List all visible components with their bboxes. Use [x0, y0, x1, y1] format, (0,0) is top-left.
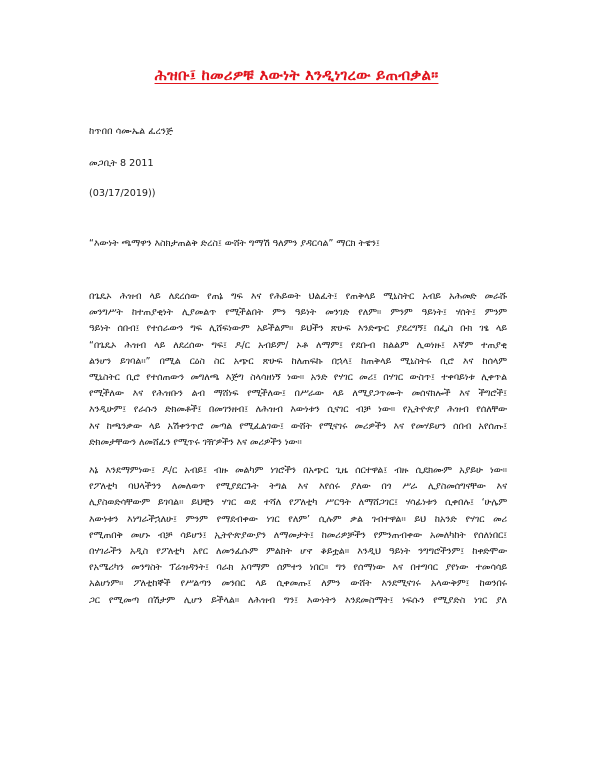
paragraph-2-line: አልሆነም። ፖለቲከኞች የሥልጣን መንበር ላይ ሲቀመጡ፤ ለምን ውሸት እንደሚናገሩ አላውቅም፤ ከወንበሩ [89, 578, 507, 590]
paragraph-1-line: የሚችለው እና የሕዝቡን ልብ ማሸነፍ የሚችለው፤ በሥራው ላይ ለሚያጋጥሙት መሰናክሎች እና ችግሮች፤ [89, 388, 507, 400]
paragraph-2-line: የፖለቲካ ባህላችንን ለመለወጥ የሚያደርጉት ትግል እና እየሰሩ ያለው በጎ ሥራ ሊያስመሰግናቸው እና [89, 481, 507, 493]
document-title: ሕዝቡ፤ ከመሪዎቹ እውነት እንዲነገረው ይጠብቃል። [154, 66, 439, 84]
paragraph-2 [89, 463, 507, 609]
paragraph-2-line: ሊያስወድሳቸውም ይገባል። ይህቺን ሃገር ወደ ተሻለ የፖለቲካ ሥርዓት ለማሸጋገር፤ ሃሳፊነቱን ሲቀበሉ፤ ‘ሁሌም [89, 497, 507, 509]
paragraph-2-line: የሚጠበቅ መሆኑ ብቻ ሳይሆን፤ ኢትዮጵያውያን ለማመታት፤ ከመሪዎቻችን የምንጠብቀው አመለካከት የሰለነበር፤ [89, 529, 507, 541]
date-gregorian: (03/17/2019)) [89, 188, 156, 199]
date-ethiopian: መጋቢት 8 2011 [89, 158, 154, 169]
paragraph-1-line: ዓይነት ሰበብ፤ የተሰራውን ግፍ ሊሸፍነውም አይችልም። ይህችን ጽሁፍ እንድጭር ያደረግኝ፤ በፌስ ቡክ ገፄ ላይ [89, 323, 507, 335]
paragraph-1-line: ልንሆን ይገባል።” በሚል ርዕስ ስር አጭር ጽሁፍ ከለጠፍኩ በኋላ፤ ከጠቅላይ ሚኒስትሩ ቢሮ እና ከሰላም [89, 355, 507, 367]
opening-quote: “እውነት ጫማዋን እስክታጠልቅ ድረስ፤ ውሸት ግማሽ ዓለምን ያዳርሳል” ማርክ ትዌን፤ [89, 238, 380, 249]
paragraph-2-line: እኔ እንደማምነው፤ ዶ/ር አብይ፤ ብዙ መልካም ነገሮችን በአጭር ጊዜ ሰርተዋል፤ ብዙ ሲደክሙም አያይሁ ነው። [89, 465, 507, 476]
paragraph-1-line: እንዲሁም፤ የራሱን ድክመቶች፤ በመገንዘብ፤ ለሕዝብ እውነቱን ሲናገር ብቻ ነው። የኢትዮጵያ ሕዝብ የሰለቸው [89, 404, 507, 416]
paragraph-1-line: “በጌዴኦ ሕዝብ ላይ ለደረሰው ግፍ፤ ዶ/ር አብይም/ ኦቶ ለማም፤ የደቡብ ክልልም ሊወነዙ፤ እኛም ተጠያቂ [89, 339, 507, 351]
paragraph-1-line: ሚኒስትር ቢሮ የተሰጠውን መግለጫ እጅግ ስላሳዘነኝ ነው። አንድ የሃገር መሪ፤ በሃገር ውስጥ፤ ተቀባይነቱ ሊቀጥል [89, 371, 507, 383]
paragraph-1-line: እና ከጫንቃው ላይ አሽቀንጥሮ መጣል የሚፈልገው፤ ውሸት የሚናገሩ መሪዎችን እና የመሃይሆን ሰበብ አየሰጡ፤ [89, 420, 507, 432]
paragraph-1-line: ድክመታቸውን ለመሸፈን የሚጥሩ ገዥዎችን እና መሪዎችን ነው። [89, 436, 302, 448]
paragraph-2-line: የአሜሪካን መንግስት ፕሬዝዳንት፤ ባራክ አባማም ሰምተን ነበር። ግን የሰማነው እና በተግባር ያየነው ተመሳሳይ [89, 562, 507, 574]
paragraph-2-line: እውነቱን እነግራችኋለሁ፤ ምንም የማደብቀው ነገር የለም’ ሲሉም ቃል ገብተዋል። ይህ ከአንድ የሃገር መሪ [89, 513, 507, 525]
paragraph-2-line: ጋር የሚመጣ በሽታም ሊሆን ይችላል። ለሕዝብ ግን፤ እውነትን እንደመስማት፤ ነፍሱን የሚያድስ ነገር ያለ [89, 594, 507, 606]
paragraph-2-line: በሃገራችን አዲስ የፖለቲካ አየር ለመንፈሱም ምልክት ሆኖ ቆይቷል። እንዲህ ዓይነት ንግግሮችንም፤ ከቀድሞው [89, 545, 507, 557]
paragraph-1-line: መንግሥት ከተጠያቂነት ሊያመልጥ የሚችልበት ምን ዓይነት መንገድ የለም። ምንም ዓይነት፤ ሃሰት፤ ምንም [89, 307, 507, 319]
author-line: ከጥበበ ሳሙኤል ፈረንጅ [89, 126, 174, 137]
paragraph-1-line: በጌዴኦ ሕዝብ ላይ ለደረሰው የጠኔ ግፍ እና የሕይወት ህልፈት፤ የጠቅላይ ሚኒስትር አብይ አሕመድ መራሹ [89, 291, 507, 302]
paragraph-1 [89, 289, 507, 451]
